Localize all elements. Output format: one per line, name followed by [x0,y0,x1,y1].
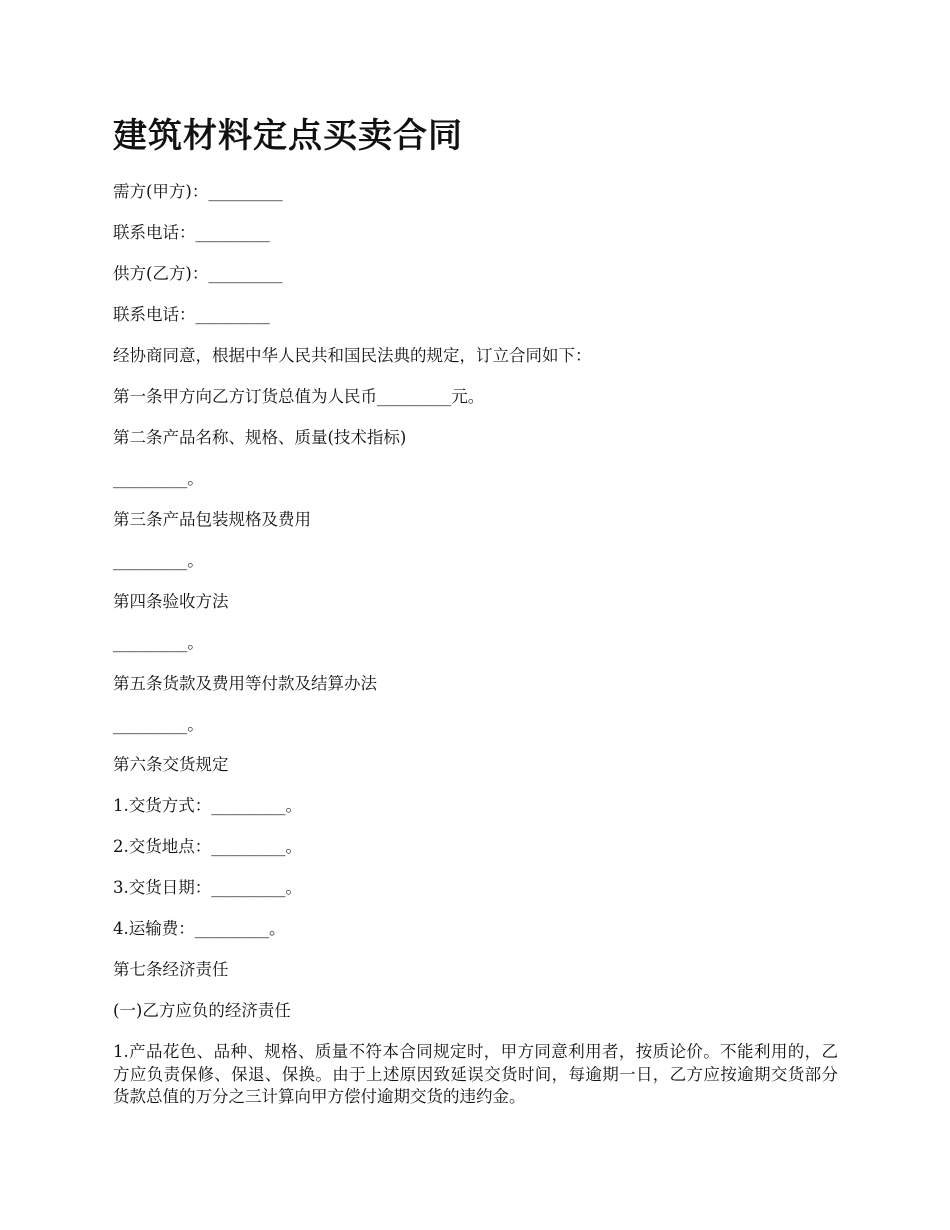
delivery-date-line: 3.交货日期：_________。 [113,878,302,897]
seller-liability-heading: (一)乙方应负的经济责任 [113,1001,291,1020]
shipping-fee-line: 4.运输费：_________。 [113,919,286,938]
article-5-heading: 第五条货款及费用等付款及结算办法 [113,674,377,693]
buyer-phone-line: 联系电话：_________ [113,223,270,242]
delivery-method-line: 1.交货方式：_________。 [113,796,302,815]
article-4-heading: 第四条验收方法 [113,592,229,611]
article-4-blank: _________。 [113,633,204,652]
article-1-line: 第一条甲方向乙方订货总值为人民币_________元。 [113,387,485,406]
liability-clause-paragraph: 1.产品花色、品种、规格、质量不符本合同规定时，甲方同意利用者，按质论价。不能利用的，乙方应负责保修、保退、保换。由于上述原因致延误交货时间，每逾期一日，乙方应按逾期交货部分货款总值的万分之三计算向甲方偿付逾期交货的违约金。 [113,1042,838,1106]
delivery-location-line: 2.交货地点：_________。 [113,837,302,856]
article-6-heading: 第六条交货规定 [113,755,229,774]
article-5-blank: _________。 [113,715,204,734]
article-3-blank: _________。 [113,551,204,570]
article-2-blank: _________。 [113,469,204,488]
article-2-heading: 第二条产品名称、规格、质量(技术指标) [113,428,407,447]
preamble-line: 经协商同意，根据中华人民共和国民法典的规定，订立合同如下： [113,346,592,365]
document-title: 建筑材料定点买卖合同 [113,116,463,156]
article-3-heading: 第三条产品包装规格及费用 [113,510,311,529]
seller-phone-line: 联系电话：_________ [113,305,270,324]
buyer-party-line: 需方(甲方)：_________ [113,182,283,201]
article-7-heading: 第七条经济责任 [113,960,229,979]
seller-party-line: 供方(乙方)：_________ [113,264,283,283]
